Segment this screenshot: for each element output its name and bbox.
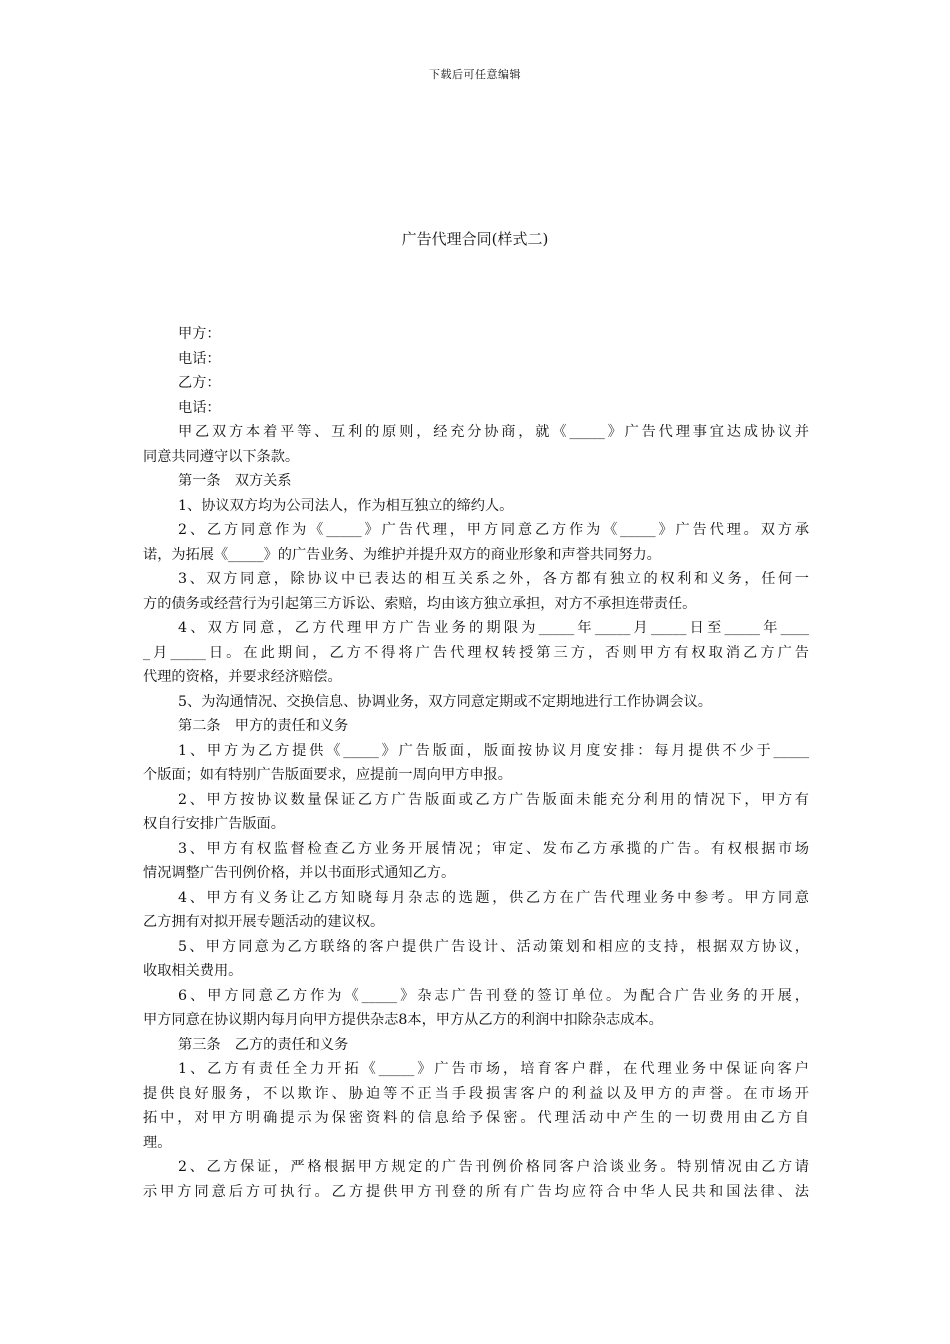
document-title: 广告代理合同(样式二) [401, 230, 549, 248]
text-line: 第三条 乙方的责任和义务 [178, 1036, 349, 1053]
text-line: 4、双方同意，乙方代理甲方广告业务的期限为_____年_____月_____日至_____年____ [178, 620, 809, 636]
contract-body [143, 322, 809, 1204]
text-line: 4、甲方有义务让乙方知晓每月杂志的选题，供乙方在广告代理业务中参考。甲方同意 [178, 889, 809, 906]
text-line: 2、甲方按协议数量保证乙方广告版面或乙方广告版面未能充分利用的情况下，甲方有 [178, 791, 809, 808]
text-line: 甲方同意在协议期内每月向甲方提供杂志8本，甲方从乙方的利润中扣除杂志成本。 [143, 1012, 663, 1028]
text-line: 示甲方同意后方可执行。乙方提供甲方刊登的所有广告均应符合中华人民共和国法律、法 [143, 1183, 809, 1200]
text-line: 第一条 双方关系 [178, 473, 292, 489]
text-line: 甲方： [178, 326, 221, 342]
text-line: 理。 [143, 1134, 172, 1151]
text-line: 乙方： [178, 375, 221, 391]
text-line: 个版面；如有特别广告版面要求，应提前一周向甲方申报。 [143, 767, 512, 783]
text-line: _月_____日。在此期间，乙方不得将广告代理权转授第三方，否则甲方有权取消乙方广告 [143, 644, 809, 661]
text-line: 5、甲方同意为乙方联络的客户提供广告设计、活动策划和相应的支持，根据双方协议， [178, 938, 809, 955]
text-line: 2、乙方同意作为《_____》广告代理，甲方同意乙方作为《_____》广告代理。双方承 [178, 522, 809, 538]
text-line: 提供良好服务，不以欺诈、胁迫等不正当手段损害客户的利益以及甲方的声誉。在市场开 [143, 1085, 809, 1102]
text-line: 第二条 甲方的责任和义务 [178, 718, 349, 734]
header-note: 下载后可任意编辑 [429, 68, 521, 81]
text-line: 1、乙方有责任全力开拓《_____》广告市场，培育客户群，在代理业务中保证向客户 [178, 1061, 809, 1077]
text-line: 情况调整广告刊例价格，并以书面形式通知乙方。 [143, 865, 456, 881]
text-line: 3、甲方有权监督检查乙方业务开展情况；审定、发布乙方承揽的广告。有权根据市场 [178, 840, 809, 857]
text-line: 电话： [178, 399, 221, 416]
text-line: 6、甲方同意乙方作为《_____》杂志广告刊登的签订单位。为配合广告业务的开展， [178, 987, 809, 1004]
text-line: 1、甲方为乙方提供《_____》广告版面，版面按协议月度安排：每月提供不少于_____ [178, 742, 809, 759]
text-line: 同意共同遵守以下条款。 [143, 448, 300, 465]
text-line: 乙方拥有对拟开展专题活动的建议权。 [143, 914, 385, 930]
text-line: 诺，为拓展《_____》的广告业务、为维护并提升双方的商业形象和声誉共同努力。 [143, 546, 661, 563]
text-line: 代理的资格，并要求经济赔偿。 [143, 669, 342, 685]
text-line: 3、双方同意，除协议中已表达的相互关系之外，各方都有独立的权利和义务，任何一 [178, 571, 809, 587]
text-line: 收取相关费用。 [143, 963, 243, 979]
text-line: 2、乙方保证，严格根据甲方规定的广告刊例价格同客户洽谈业务。特别情况由乙方请 [178, 1159, 809, 1175]
text-line: 甲乙双方本着平等、互利的原则，经充分协商，就《_____》广告代理事宜达成协议并 [178, 424, 809, 440]
text-line: 权自行安排广告版面。 [143, 816, 285, 832]
text-line: 电话： [178, 350, 221, 367]
text-line: 方的债务或经营行为引起第三方诉讼、索赔，均由该方独立承担，对方不承担连带责任。 [143, 595, 697, 612]
text-line: 5、为沟通情况、交换信息、协调业务，双方同意定期或不定期地进行工作协调会议。 [178, 693, 712, 710]
text-line: 1、协议双方均为公司法人，作为相互独立的缔约人。 [178, 497, 514, 514]
text-line: 拓中，对甲方明确提示为保密资料的信息给予保密。代理活动中产生的一切费用由乙方自 [143, 1110, 809, 1126]
